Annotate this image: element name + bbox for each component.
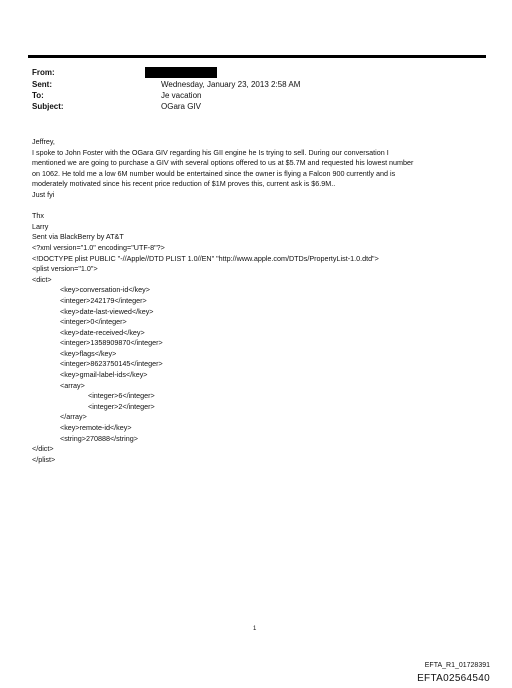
xml-line: <key>date-last-viewed</key>	[60, 306, 154, 316]
body-line: moderately motivated since his recent price reduction of $1M proves this, current ask is $6.9M..	[32, 179, 336, 189]
signoff-line: Thx	[32, 211, 44, 221]
body-line: I spoke to John Foster with the OGara GIV regarding his GII engine he Is trying to sell. During our conversation I	[32, 147, 389, 157]
xml-line: <integer>0</integer>	[60, 317, 127, 327]
page-number: 1	[253, 626, 257, 632]
to-value: Je vacation	[161, 91, 202, 100]
xml-line: <integer>2</integer>	[88, 401, 155, 411]
footer-ref-2: EFTA02564540	[417, 673, 490, 684]
xml-line: <key>gmail-label-ids</key>	[60, 370, 148, 380]
xml-line: <key>flags</key>	[60, 348, 117, 358]
subject-value: OGara GIV	[161, 102, 202, 111]
body-line: Just fyi	[32, 189, 55, 199]
xml-line: <integer>8623750145</integer>	[60, 359, 163, 369]
subject-label: Subject:	[32, 102, 64, 111]
xml-line: <key>date-received</key>	[60, 327, 145, 337]
xml-line: </plist>	[32, 454, 56, 464]
blank-line	[32, 201, 492, 212]
xml-line: <integer>242179</integer>	[60, 295, 147, 305]
xml-line: <plist version="1.0">	[32, 264, 98, 274]
xml-line: </dict>	[32, 444, 54, 454]
email-body	[32, 137, 492, 465]
header-rule	[28, 55, 486, 58]
xml-line: <string>270888</string>	[60, 433, 138, 443]
body-line: on 1062. He told me a low 6M number would be entertained since the owner is flying a Falcon 900 currently and is	[32, 168, 396, 178]
body-line: mentioned we are going to purchase a GIV with several options offered to us at $5.7M and requested his lowest number	[32, 158, 414, 168]
to-label: To:	[32, 91, 44, 100]
xml-line: <key>remote-id</key>	[60, 423, 132, 433]
from-label: From:	[32, 68, 55, 77]
footer-ref-1: EFTA_R1_01728391	[424, 662, 490, 669]
xml-line: <array>	[60, 380, 85, 390]
xml-line: <integer>1358909870</integer>	[60, 338, 163, 348]
redaction-box	[145, 67, 217, 78]
xml-line: <?xml version="1.0" encoding="UTF-8"?>	[32, 242, 165, 252]
xml-line: <dict>	[32, 274, 52, 284]
signoff-line: Sent via BlackBerry by AT&T	[32, 232, 124, 242]
xml-line: <key>conversation-id</key>	[60, 285, 150, 295]
sent-value: Wednesday, January 23, 2013 2:58 AM	[161, 80, 301, 89]
signoff-line: Larry	[32, 221, 49, 231]
xml-line: <!DOCTYPE plist PUBLIC "-//Apple//DTD PLIST 1.0//EN" "http://www.apple.com/DTDs/PropertyList-1.0.dtd">	[32, 253, 379, 263]
sent-label: Sent:	[32, 80, 52, 89]
xml-line: <integer>6</integer>	[88, 391, 155, 401]
greeting: Jeffrey,	[32, 137, 55, 146]
xml-line: </array>	[60, 412, 87, 422]
